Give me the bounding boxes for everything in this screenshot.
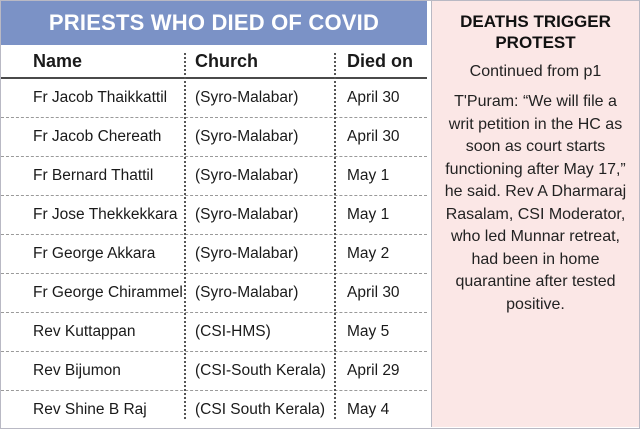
cell-died-on: May 5 [347, 323, 390, 340]
cell-name: Fr George Chirammel [33, 284, 183, 301]
header-name: Name [33, 50, 83, 71]
table-banner: PRIESTS WHO DIED OF COVID [1, 1, 427, 45]
table-row [1, 313, 427, 352]
table-row [1, 79, 427, 118]
cell-church: (Syro-Malabar) [195, 206, 299, 223]
cell-died-on: May 4 [347, 401, 390, 418]
cell-died-on: May 2 [347, 245, 390, 262]
table-row [1, 157, 427, 196]
table-row [1, 118, 427, 157]
sidebar-title-line2: PROTEST [495, 33, 576, 52]
cell-died-on: May 1 [347, 167, 390, 184]
cell-name: Rev Shine B Raj [33, 401, 147, 418]
priests-table-panel [1, 1, 427, 427]
cell-church: (CSI South Kerala) [195, 401, 326, 418]
cell-name: Fr Bernard Thattil [33, 167, 154, 184]
cell-name: Rev Kuttappan [33, 323, 136, 340]
cell-church: (CSI-HMS) [195, 323, 271, 340]
cell-died-on: April 30 [347, 89, 400, 106]
cell-church: (Syro-Malabar) [195, 245, 299, 262]
column-divider [184, 53, 186, 419]
cell-name: Rev Bijumon [33, 362, 121, 379]
cell-church: (CSI-South Kerala) [195, 362, 326, 379]
header-died-on: Died on [347, 50, 413, 71]
cell-name: Fr Jacob Chereath [33, 128, 162, 145]
sidebar-body-text: T'Puram: “We will file a writ petition in the HC as soon as court starts functioning after May 17,” he said. Rev A Dharmaraj Rasalam, CSI Moderator, who led Munnar retreat, had been in home quarantine after tested positive. [444, 93, 627, 313]
cell-died-on: April 30 [347, 128, 400, 145]
cell-name: Fr George Akkara [33, 245, 156, 262]
table-header [1, 45, 427, 79]
table-row [1, 196, 427, 235]
continued-note: Continued from p1 [469, 63, 602, 80]
cell-died-on: May 1 [347, 206, 390, 223]
cell-died-on: April 29 [347, 362, 400, 379]
table-row [1, 352, 427, 391]
cell-church: (Syro-Malabar) [195, 284, 299, 301]
cell-church: (Syro-Malabar) [195, 128, 299, 145]
cell-name: Fr Jacob Thaikkattil [33, 89, 168, 106]
cell-church: (Syro-Malabar) [195, 89, 299, 106]
header-church: Church [195, 50, 258, 71]
table-row [1, 391, 427, 429]
priests-table [1, 45, 427, 429]
table-row [1, 274, 427, 313]
sidebar-title-line1: DEATHS TRIGGER [460, 12, 611, 31]
sidebar-title [432, 11, 639, 53]
cell-name: Fr Jose Thekkekkara [33, 206, 178, 223]
column-divider [334, 53, 336, 419]
cell-died-on: April 30 [347, 284, 400, 301]
news-sidebar [431, 1, 639, 427]
cell-church: (Syro-Malabar) [195, 167, 299, 184]
table-row [1, 235, 427, 274]
